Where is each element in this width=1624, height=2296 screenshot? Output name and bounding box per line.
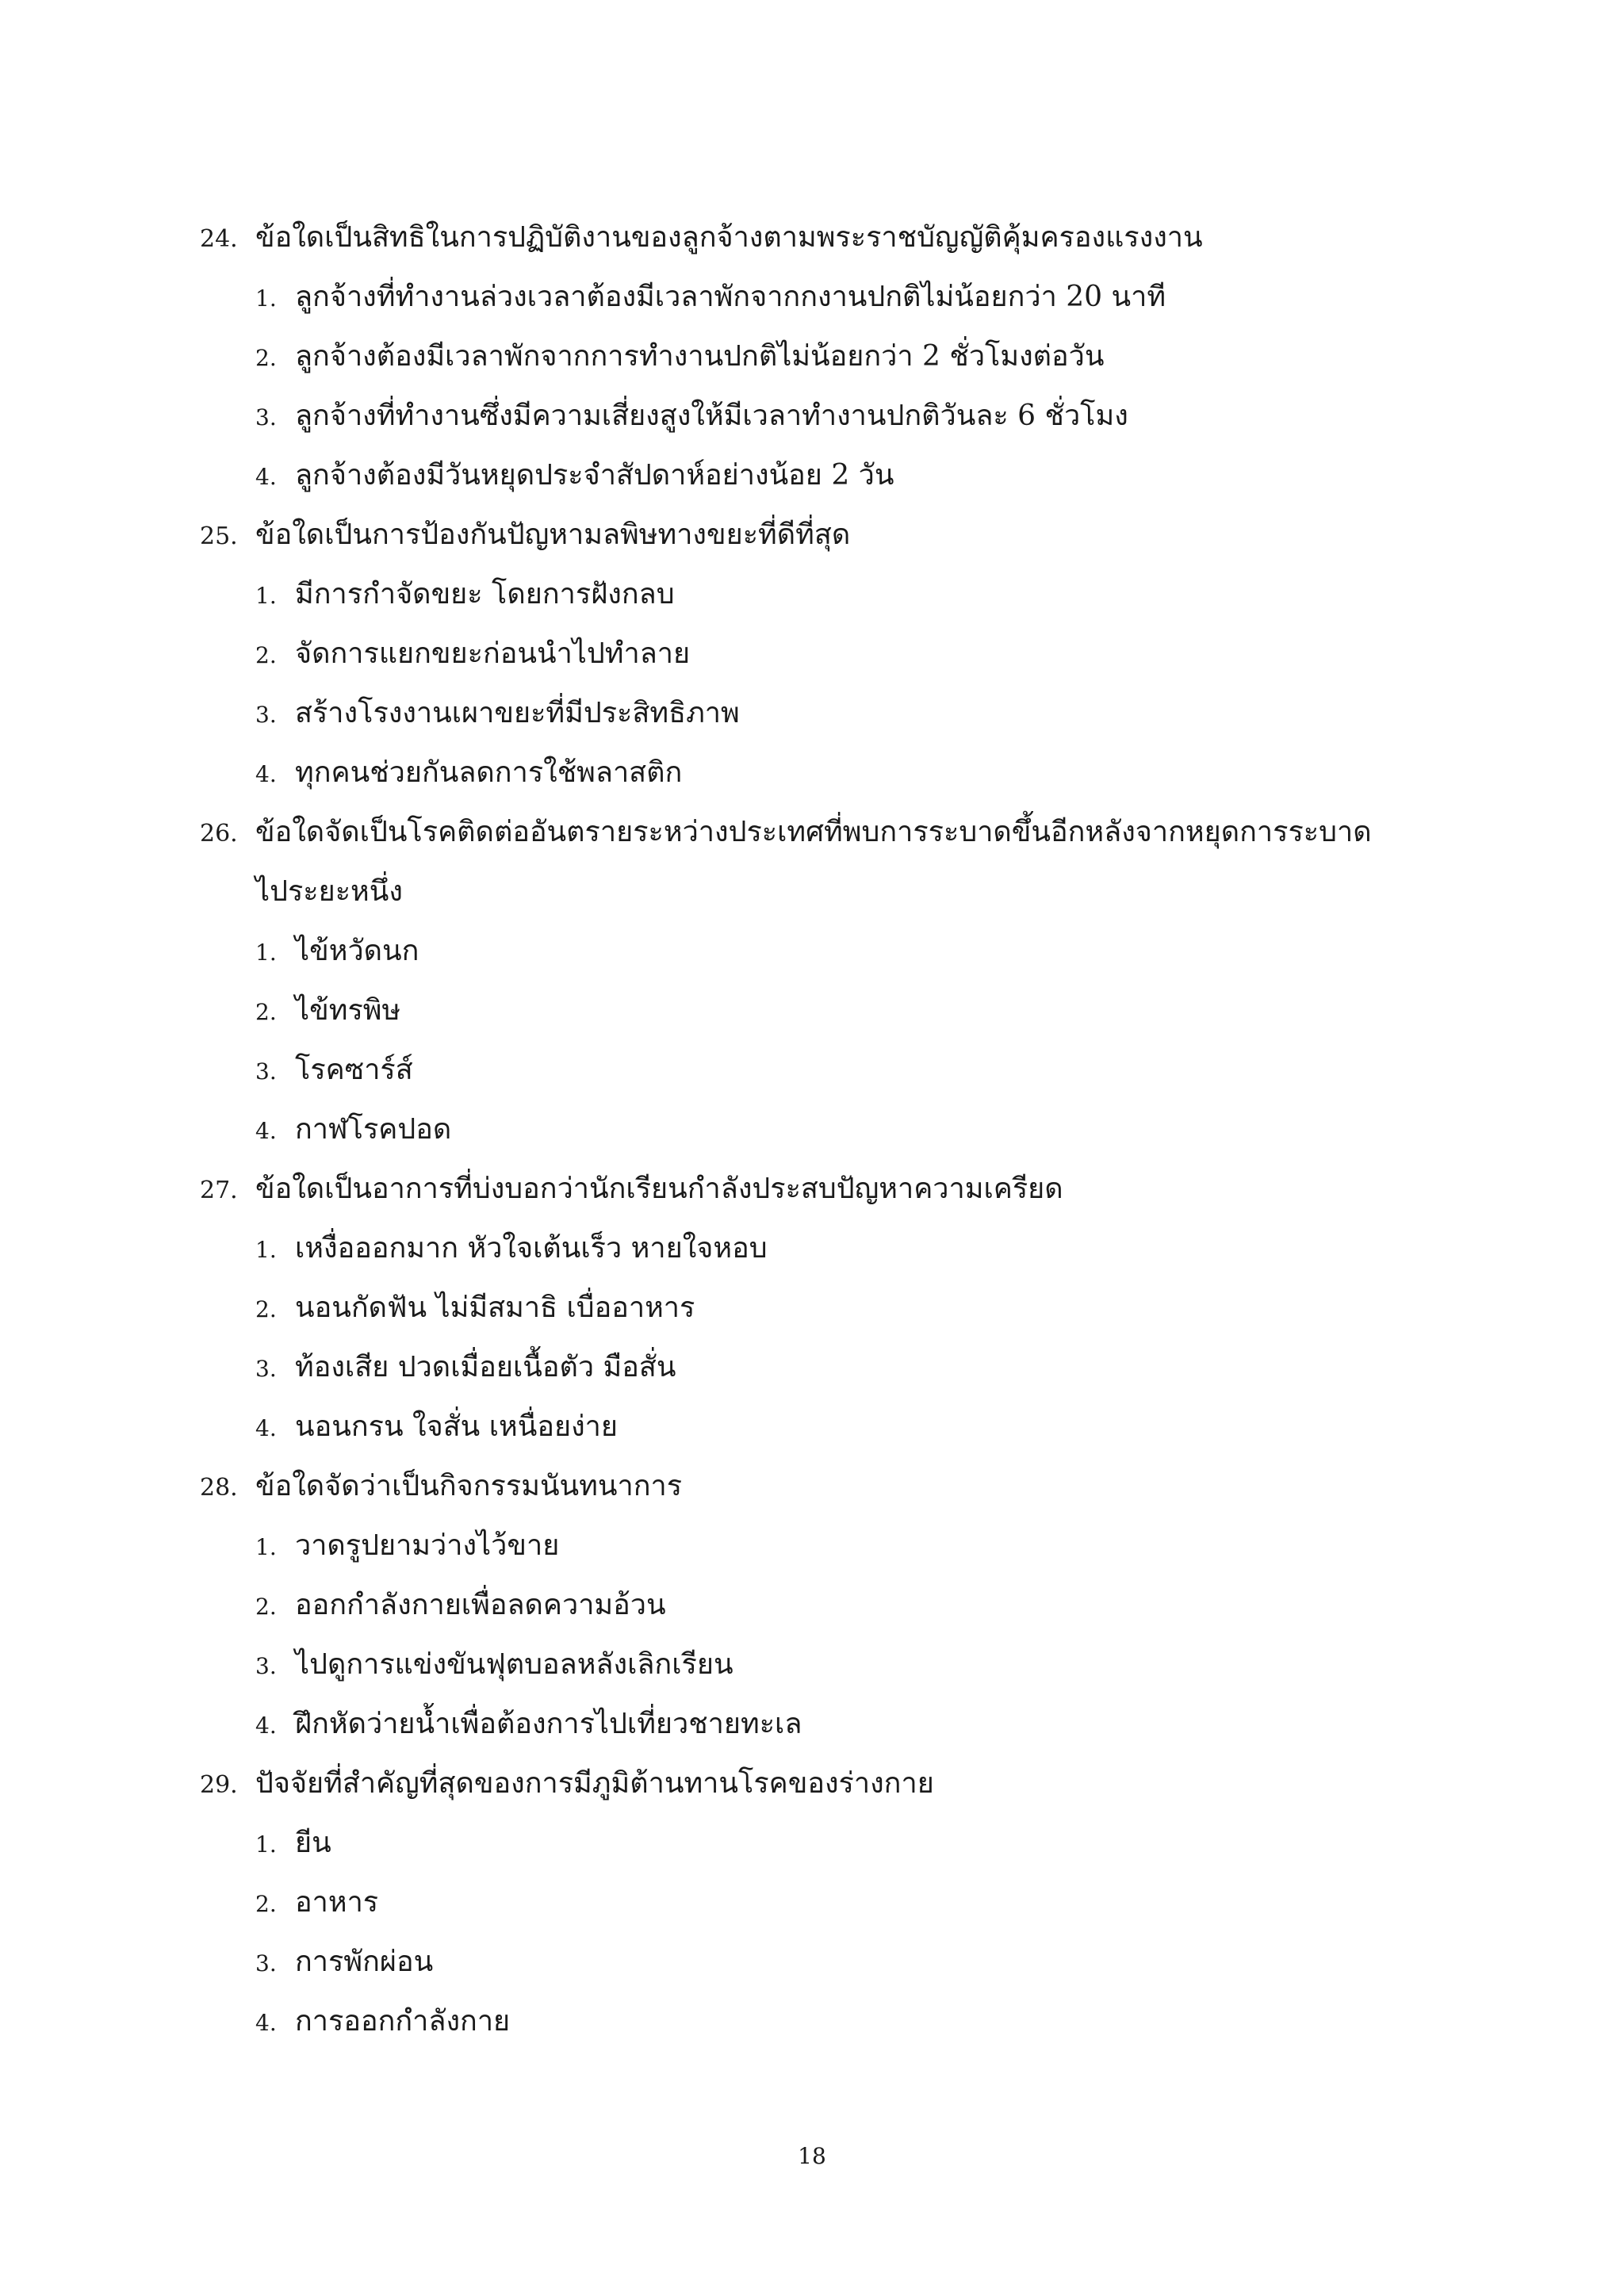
answer-option [200, 1992, 1469, 2051]
question-number: 24. [200, 225, 238, 253]
answer-option [200, 267, 1469, 327]
question-text: ข้อใดเป็นอาการที่บ่งบอกว่านักเรียนกำลังประสบปัญหาความเครียด [255, 1173, 1063, 1205]
answer-option [200, 1100, 1469, 1159]
option-text: นอนกรน ใจสั่น เหนื่อยง่าย [295, 1410, 618, 1443]
option-text: การพักผ่อน [295, 1946, 434, 1978]
question-stem [200, 802, 1469, 862]
question-text: ข้อใดจัดว่าเป็นกิจกรรมนันทนาการ [255, 1470, 683, 1502]
option-number: 3. [255, 702, 277, 728]
answer-option [200, 1694, 1469, 1754]
answer-option [200, 743, 1469, 802]
option-number: 2. [255, 642, 277, 668]
answer-option [200, 1516, 1469, 1575]
option-number: 4. [255, 761, 277, 787]
question-number: 28. [200, 1474, 238, 1502]
question-item [200, 208, 1469, 505]
question-item [200, 1754, 1469, 2051]
option-list [200, 921, 1469, 1159]
answer-option [200, 1932, 1469, 1992]
page-number: 18 [798, 2143, 826, 2169]
question-number: 27. [200, 1177, 238, 1204]
question-item [200, 1456, 1469, 1754]
question-item [200, 802, 1469, 1159]
question-number: 26. [200, 820, 238, 848]
option-number: 3. [255, 1653, 277, 1679]
option-number: 2. [255, 1296, 277, 1322]
option-text: นอนกัดฟัน ไม่มีสมาธิ เบื่ออาหาร [295, 1292, 695, 1324]
option-number: 1. [255, 1237, 277, 1263]
option-number: 1. [255, 1831, 277, 1858]
answer-option [200, 1278, 1469, 1337]
option-text: โรคซาร์ส์ [295, 1054, 413, 1086]
option-text: จัดการแยกขยะก่อนนำไปทำลาย [295, 637, 691, 670]
option-list [200, 564, 1469, 802]
question-item [200, 505, 1469, 802]
question-list [200, 208, 1469, 2051]
option-list [200, 1813, 1469, 2051]
option-text: ลูกจ้างที่ทำงานซึ่งมีความเสี่ยงสูงให้มีเวลาทำงานปกติวันละ 6 ชั่วโมง [295, 400, 1128, 432]
answer-option [200, 921, 1469, 981]
answer-option [200, 981, 1469, 1040]
option-text: ลูกจ้างที่ทำงานล่วงเวลาต้องมีเวลาพักจากกงานปกติไม่น้อยกว่า 20 นาที [295, 281, 1166, 313]
answer-option [200, 1219, 1469, 1278]
answer-option [200, 1873, 1469, 1932]
answer-option [200, 327, 1469, 386]
option-number: 4. [255, 1118, 277, 1144]
option-text: ไข้ทรพิษ [295, 994, 401, 1027]
question-text: ปัจจัยที่สำคัญที่สุดของการมีภูมิต้านทานโรคของร่างกาย [255, 1767, 934, 1800]
option-number: 3. [255, 1356, 277, 1382]
option-text: การออกกำลังกาย [295, 2005, 511, 2038]
answer-option [200, 683, 1469, 743]
question-item [200, 1159, 1469, 1456]
option-number: 1. [255, 583, 277, 609]
option-text: ทุกคนช่วยกันลดการใช้พลาสติก [295, 756, 683, 789]
question-stem [200, 1159, 1469, 1219]
answer-option [200, 1337, 1469, 1397]
answer-option [200, 1040, 1469, 1100]
option-number: 3. [255, 404, 277, 430]
option-text: ยีน [295, 1827, 331, 1859]
question-stem [200, 1456, 1469, 1516]
answer-option [200, 1575, 1469, 1635]
question-text-continuation: ไประยะหนึ่ง [255, 875, 403, 908]
option-number: 1. [255, 1534, 277, 1560]
option-text: วาดรูปยามว่างไว้ขาย [295, 1529, 560, 1562]
option-text: ออกกำลังกายเพื่อลดความอ้วน [295, 1589, 666, 1621]
option-number: 1. [255, 939, 277, 966]
option-text: ท้องเสีย ปวดเมื่อยเนื้อตัว มือสั่น [295, 1351, 676, 1383]
option-list [200, 267, 1469, 505]
answer-option [200, 1635, 1469, 1694]
answer-option [200, 624, 1469, 683]
question-text: ข้อใดเป็นสิทธิในการปฏิบัติงานของลูกจ้างตามพระราชบัญญัติคุ้มครองแรงงาน [255, 221, 1203, 254]
answer-option [200, 564, 1469, 624]
option-text: ไปดูการแข่งขันฟุตบอลหลังเลิกเรียน [295, 1648, 733, 1681]
option-list [200, 1219, 1469, 1456]
option-text: มีการกำจัดขยะ โดยการฝังกลบ [295, 578, 675, 610]
option-text: ไข้หวัดนก [295, 935, 419, 967]
option-text: ลูกจ้างต้องมีเวลาพักจากการทำงานปกติไม่น้อยกว่า 2 ชั่วโมงต่อวัน [295, 340, 1105, 373]
option-text: เหงื่อออกมาก หัวใจเต้นเร็ว หายใจหอบ [295, 1232, 768, 1265]
option-number: 3. [255, 1950, 277, 1976]
answer-option [200, 1813, 1469, 1873]
option-number: 4. [255, 2010, 277, 2036]
question-stem [200, 505, 1469, 564]
option-text: อาหาร [295, 1886, 379, 1919]
question-text: ข้อใดจัดเป็นโรคติดต่ออันตรายระหว่างประเทศที่พบการระบาดขึ้นอีกหลังจากหยุดการระบาด [255, 816, 1372, 848]
answer-option [200, 446, 1469, 505]
option-list [200, 1516, 1469, 1754]
option-number: 1. [255, 285, 277, 312]
option-number: 2. [255, 345, 277, 371]
option-text: กาฬโรคปอด [295, 1113, 452, 1146]
answer-option [200, 386, 1469, 446]
question-number: 25. [200, 522, 238, 550]
option-number: 2. [255, 999, 277, 1025]
option-number: 3. [255, 1058, 277, 1085]
option-text: ฝึกหัดว่ายน้ำเพื่อต้องการไปเที่ยวชายทะเล [295, 1708, 802, 1740]
question-stem [200, 208, 1469, 267]
question-text: ข้อใดเป็นการป้องกันปัญหามลพิษทางขยะที่ดีที่สุด [255, 519, 851, 551]
option-number: 4. [255, 1712, 277, 1739]
option-text: ลูกจ้างต้องมีวันหยุดประจำสัปดาห์อย่างน้อย 2 วัน [295, 459, 894, 492]
question-number: 29. [200, 1771, 238, 1799]
option-number: 2. [255, 1594, 277, 1620]
answer-option [200, 1397, 1469, 1456]
option-text: สร้างโรงงานเผาขยะที่มีประสิทธิภาพ [295, 697, 740, 729]
option-number: 4. [255, 1415, 277, 1441]
option-number: 4. [255, 464, 277, 490]
option-number: 2. [255, 1891, 277, 1917]
question-stem [200, 1754, 1469, 1813]
